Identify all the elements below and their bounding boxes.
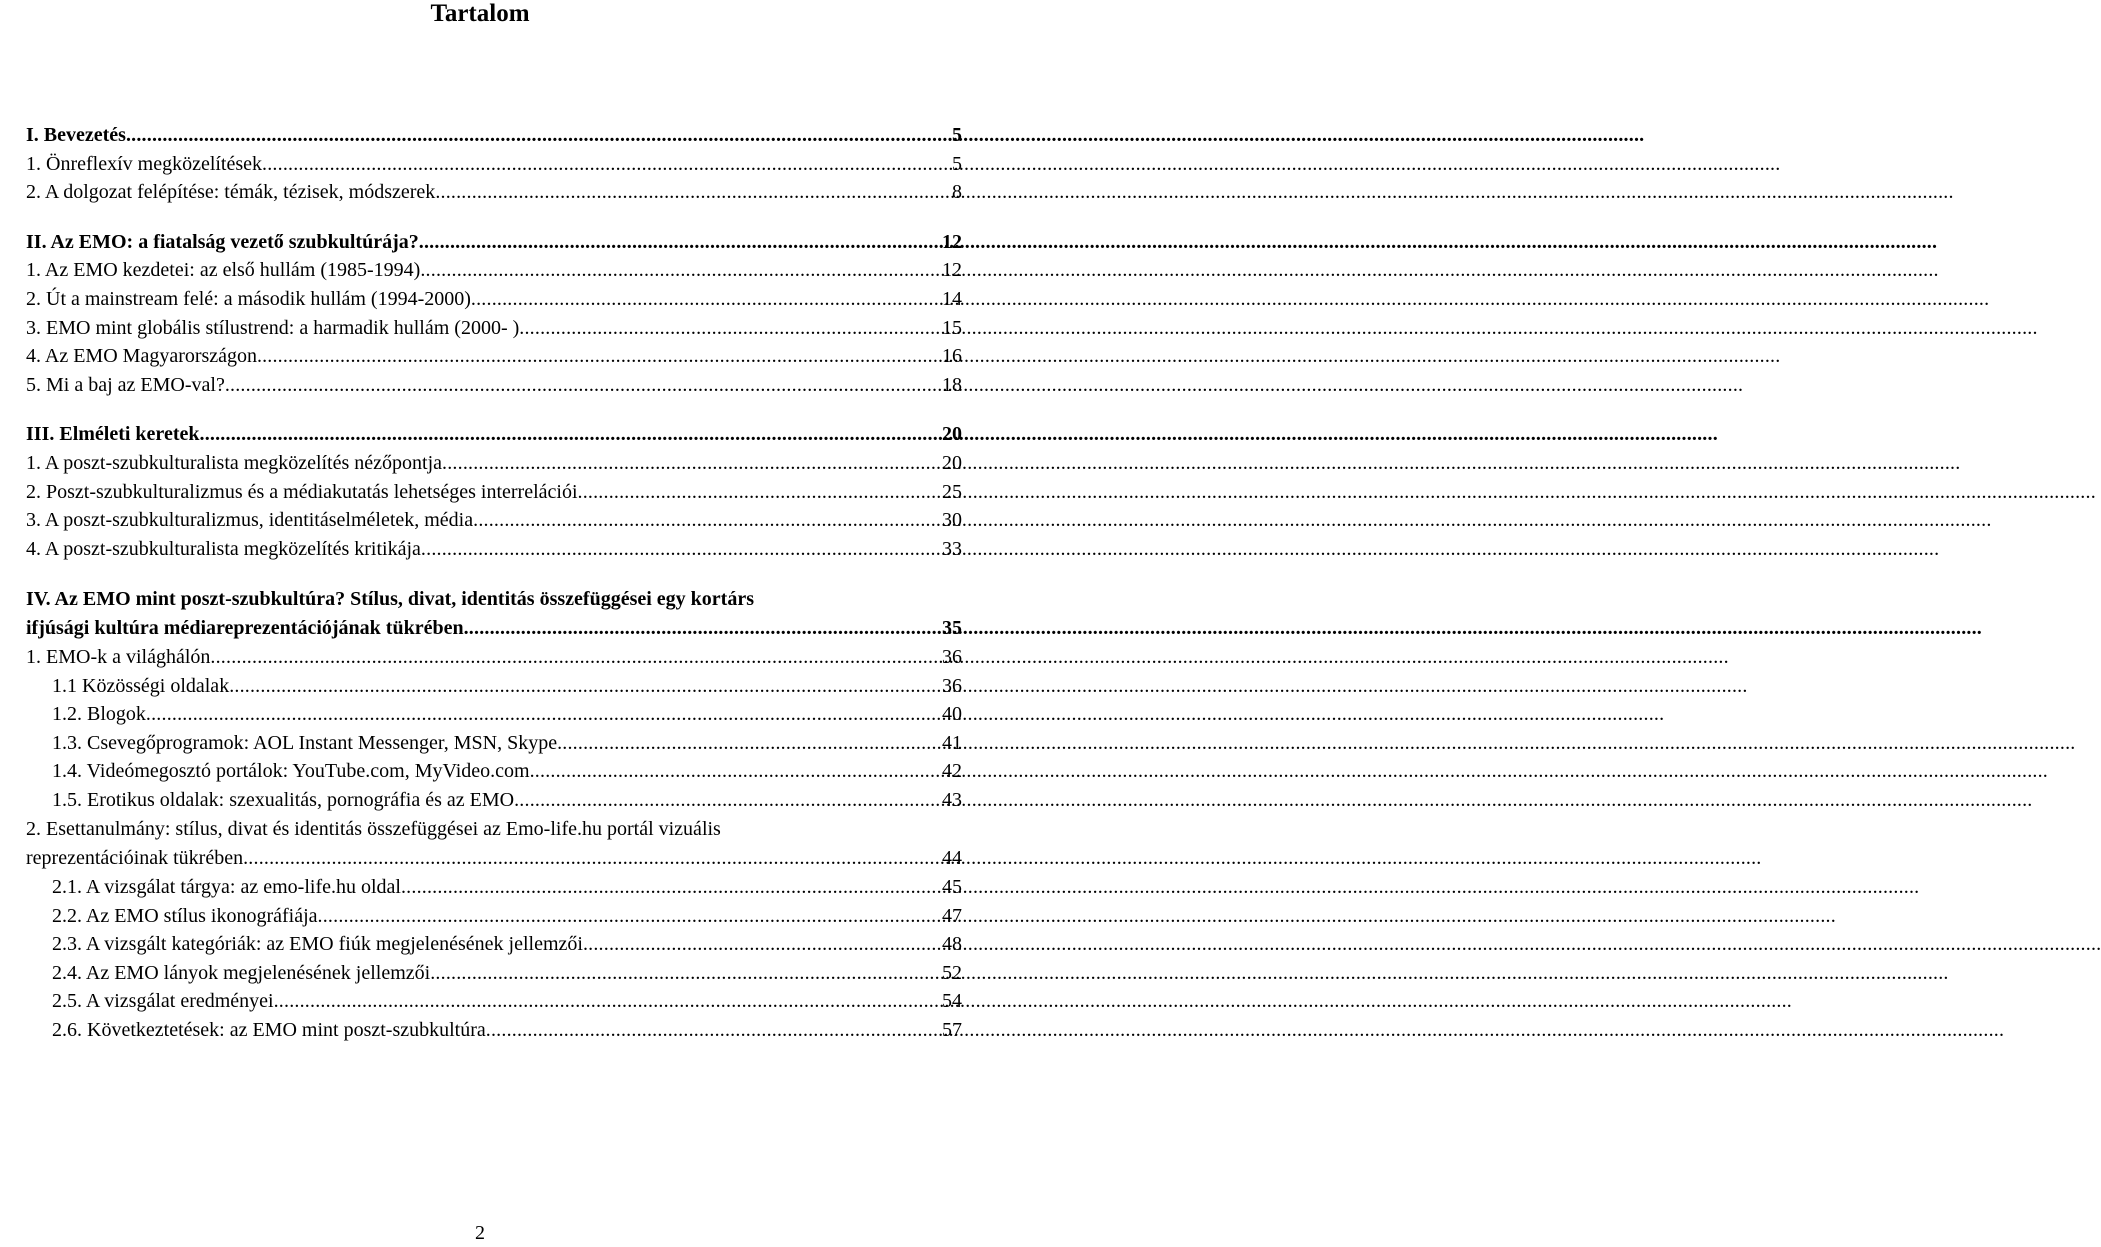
toc-subsection-entry[interactable]: [26, 672, 962, 701]
toc-part-entry[interactable]: [26, 420, 962, 449]
toc-page-number: 35: [942, 617, 962, 640]
toc-page-number: 42: [942, 760, 962, 783]
toc-leader-dots: [557, 729, 941, 758]
toc-leader-dots: [464, 614, 941, 643]
page-number: 2: [475, 1222, 485, 1244]
toc-subsection-entry[interactable]: [26, 786, 962, 815]
toc-entry-title: 2. Poszt-szubkulturalizmus és a médiakutatás lehetséges interrelációi: [26, 480, 578, 503]
toc-leader-dots: [435, 178, 951, 207]
toc-page-number: 33: [942, 537, 962, 560]
toc-entry-title: III. Elméleti keretek: [26, 423, 200, 446]
toc-subsection-entry[interactable]: [26, 873, 962, 902]
toc-subsection-entry[interactable]: [26, 729, 962, 758]
toc-entry-title: 1.3. Csevegőprogramok: AOL Instant Messenger, MSN, Skype: [52, 731, 558, 754]
toc-leader-dots: [200, 420, 942, 449]
toc-page-number: 12: [942, 230, 962, 253]
toc-page-number: 52: [942, 961, 962, 984]
toc-entry-title: 3. A poszt-szubkulturalizmus, identitáselméletek, média: [26, 509, 474, 532]
toc-leader-dots: [318, 902, 941, 931]
toc-section-entry[interactable]: [26, 371, 962, 400]
toc-entry-title: reprezentációinak tükrében: [26, 847, 244, 870]
toc-page-number: 12: [942, 259, 962, 282]
toc-page-number: 44: [942, 847, 962, 870]
toc-page-number: 25: [942, 480, 962, 503]
toc-section-entry[interactable]: [26, 342, 962, 371]
toc-entry-title: 4. A poszt-szubkulturalista megközelítés kritikája: [26, 537, 421, 560]
toc-entry-first-line: 2. Esettanulmány: stílus, divat és identitás összefüggései az Emo-life.hu portál vizuális: [26, 818, 721, 841]
toc-page-number: 15: [942, 316, 962, 339]
toc-entry-title: 1.1 Közösségi oldalak: [52, 674, 230, 697]
toc-leader-dots: [225, 371, 941, 400]
toc-section-entry[interactable]: [26, 256, 962, 285]
toc-entry-title: 5. Mi a baj az EMO-val?: [26, 373, 225, 396]
toc-subsection-entry[interactable]: [26, 987, 962, 1016]
toc-part-entry[interactable]: [26, 121, 962, 150]
toc-leader-dots: [262, 150, 951, 179]
toc-leader-dots: [530, 757, 941, 786]
toc-page-number: 41: [942, 731, 962, 754]
page-title: Tartalom: [430, 0, 530, 27]
toc-entry-title: 1. EMO-k a világhálón: [26, 645, 211, 668]
toc-section-entry[interactable]: [26, 314, 962, 343]
toc-entry-title: I. Bevezetés: [26, 124, 126, 146]
toc-leader-dots: [578, 478, 942, 507]
toc-entry-title: 1. Az EMO kezdetei: az első hullám (1985-1994): [26, 259, 421, 282]
toc-entry-title: 2.3. A vizsgált kategóriák: az EMO fiúk megjelenésének jellemzői: [52, 933, 583, 956]
toc-page-number: 45: [942, 876, 962, 899]
toc-leader-dots: [146, 700, 941, 729]
toc-section-entry[interactable]: [26, 449, 962, 478]
toc-section-entry[interactable]: [26, 643, 962, 672]
toc-part-entry[interactable]: [26, 614, 962, 643]
toc-leader-dots: [486, 1016, 941, 1045]
toc-entry-title: 2.6. Következtetések: az EMO mint poszt-szubkultúra: [52, 1019, 486, 1042]
toc-leader-dots: [229, 672, 941, 701]
toc-leader-dots: [583, 930, 941, 959]
toc-entry-title: 3. EMO mint globális stílustrend: a harmadik hullám (2000- ): [26, 316, 520, 339]
toc-page-number: 43: [942, 788, 962, 811]
toc-section-entry[interactable]: [26, 178, 962, 207]
toc-leader-dots: [514, 786, 941, 815]
toc-leader-dots: [430, 959, 941, 988]
toc-leader-dots: [519, 314, 941, 343]
toc-page-number: 36: [942, 674, 962, 697]
toc-leader-dots: [210, 643, 941, 672]
toc-section-entry[interactable]: [26, 150, 962, 179]
toc-leader-dots: [126, 121, 951, 150]
toc-subsection-entry[interactable]: [26, 902, 962, 931]
toc-leader-dots: [401, 873, 941, 902]
toc-entry-title: 4. Az EMO Magyarországon.: [26, 345, 263, 368]
toc-page-number: 36: [942, 645, 962, 668]
toc-leader-dots: [442, 449, 941, 478]
toc-page-number: 8: [952, 181, 962, 204]
toc-entry-title: 2. A dolgozat felépítése: témák, tézisek, módszerek: [26, 181, 436, 204]
toc-section-entry[interactable]: [26, 285, 962, 314]
toc-entry-title: 1.4. Videómegosztó portálok: YouTube.com, MyVideo.com: [52, 760, 530, 783]
toc-page-number: 48: [942, 933, 962, 956]
toc-leader-dots: [471, 285, 941, 314]
toc-entry-title: 2.5. A vizsgálat eredményei: [52, 990, 274, 1013]
toc-subsection-entry[interactable]: [26, 700, 962, 729]
toc-page-number: 30: [942, 509, 962, 532]
toc-page-number: 20: [942, 451, 962, 474]
toc-subsection-entry[interactable]: [26, 930, 962, 959]
toc-section-entry[interactable]: [26, 506, 962, 535]
toc-page-number: 54: [942, 990, 962, 1013]
toc-entry-title: 2.1. A vizsgálat tárgya: az emo-life.hu oldal: [52, 876, 401, 899]
toc-entry-title: 1.5. Erotikus oldalak: szexualitás, pornográfia és az EMO: [52, 788, 515, 811]
toc-subsection-entry[interactable]: [26, 1016, 962, 1045]
toc-section-entry[interactable]: [26, 535, 962, 564]
toc-section-entry[interactable]: [26, 478, 962, 507]
toc-leader-dots: [274, 987, 941, 1016]
toc-entry-title: 2. Út a mainstream felé: a második hullám (1994-2000): [26, 287, 471, 310]
toc-entry-title: 1. A poszt-szubkulturalista megközelítés nézőpontja: [26, 451, 443, 474]
toc-leader-dots: [473, 506, 941, 535]
toc-entry-title: ifjúsági kultúra médiareprezentációjának tükrében: [26, 617, 464, 640]
toc-section-entry[interactable]: [26, 844, 962, 873]
toc-page-number: 57: [942, 1019, 962, 1042]
toc-subsection-entry[interactable]: [26, 959, 962, 988]
toc-page-number: 16: [942, 345, 962, 368]
toc-subsection-entry[interactable]: [26, 757, 962, 786]
toc-leader-dots: [420, 256, 941, 285]
toc-page-number: 40: [942, 703, 962, 726]
toc-page-number: 5: [952, 124, 962, 146]
toc-entry-title: II. Az EMO: a fiatalság vezető szubkultúrája?: [26, 230, 419, 253]
toc-leader-dots: [419, 228, 941, 257]
toc-leader-dots: [262, 342, 941, 371]
toc-page-number: 20: [942, 423, 962, 446]
toc-entry-title: 1.2. Blogok: [52, 703, 146, 726]
toc-entry-title: 1. Önreflexív megközelítések: [26, 152, 263, 175]
toc-part-entry[interactable]: [26, 228, 962, 257]
toc-entry-title: 2.2. Az EMO stílus ikonográfiája: [52, 904, 318, 927]
toc-page-number: 5: [952, 152, 962, 175]
toc-page-number: 14: [942, 287, 962, 310]
toc-page-number: 18: [942, 373, 962, 396]
toc-entry-title: 2.4. Az EMO lányok megjelenésének jellemzői: [52, 961, 431, 984]
toc-page-number: 47: [942, 904, 962, 927]
table-of-contents: [26, 121, 962, 1045]
toc-leader-dots: [243, 844, 941, 873]
toc-entry-first-line: IV. Az EMO mint poszt-szubkultúra? Stílus, divat, identitás összefüggései egy kortárs: [26, 588, 754, 611]
toc-leader-dots: [421, 535, 941, 564]
